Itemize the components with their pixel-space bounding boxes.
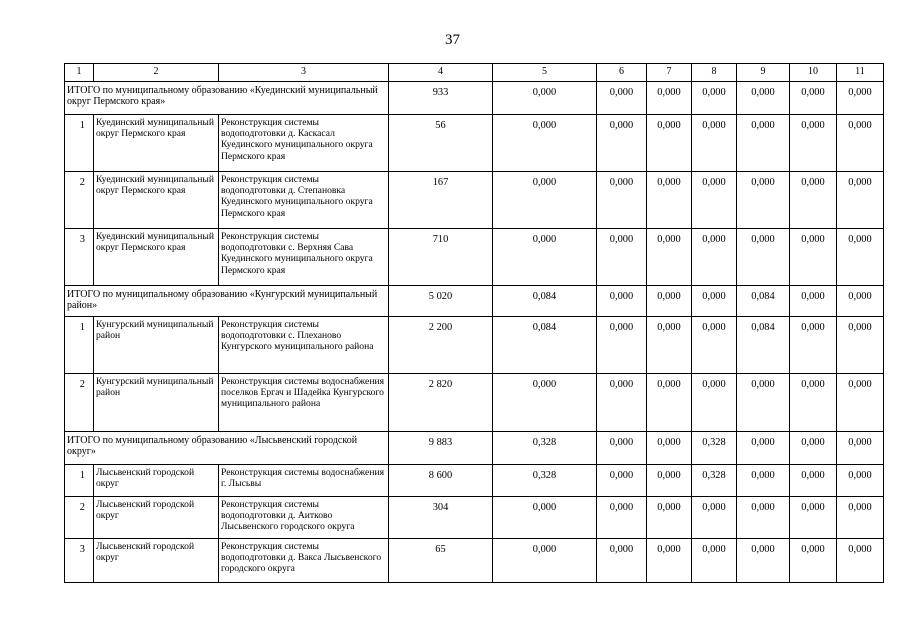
value-cell: 0,000: [790, 115, 837, 172]
value-cell: 0,084: [737, 286, 790, 317]
municipality-cell: Лысьвенский городской округ: [94, 497, 219, 539]
value-cell: 167: [389, 172, 493, 229]
value-cell: 0,000: [790, 539, 837, 583]
total-label: ИТОГО по муниципальному образованию «Кунгурский муниципальный район»: [65, 286, 389, 317]
value-cell: 0,000: [837, 229, 884, 286]
object-cell: Реконструкция системы водоподготовки д. Вакса Лысьвенского городского округа: [219, 539, 389, 583]
header-cell: 2: [94, 64, 219, 82]
value-cell: 9 883: [389, 432, 493, 465]
value-cell: 0,000: [647, 432, 692, 465]
value-cell: 0,000: [647, 374, 692, 432]
municipality-cell: Кунгурский муниципальный район: [94, 374, 219, 432]
value-cell: 65: [389, 539, 493, 583]
object-cell: Реконструкция системы водоподготовки с. Верхняя Сава Куединского муниципального округа Пермского края: [219, 229, 389, 286]
value-cell: 0,000: [790, 465, 837, 497]
value-cell: 0,000: [493, 374, 597, 432]
value-cell: 0,000: [737, 497, 790, 539]
value-cell: 0,000: [790, 432, 837, 465]
value-cell: 0,000: [647, 539, 692, 583]
municipality-cell: Куединский муниципальный округ Пермского края: [94, 115, 219, 172]
value-cell: 0,000: [493, 229, 597, 286]
table-header-row: [65, 64, 884, 82]
value-cell: 0,084: [493, 317, 597, 374]
table-row: [65, 539, 884, 583]
value-cell: 0,000: [737, 115, 790, 172]
value-cell: 0,000: [737, 374, 790, 432]
table-row: [65, 115, 884, 172]
total-row: [65, 286, 884, 317]
total-label: ИТОГО по муниципальному образованию «Лысьвенский городской округ»: [65, 432, 389, 465]
value-cell: 0,000: [692, 286, 737, 317]
header-cell: 7: [647, 64, 692, 82]
value-cell: 0,000: [692, 115, 737, 172]
value-cell: 0,000: [692, 229, 737, 286]
municipality-cell: Кунгурский муниципальный район: [94, 317, 219, 374]
object-cell: Реконструкция системы водоподготовки д. Аитково Лысьвенского городского округа: [219, 497, 389, 539]
header-cell: 8: [692, 64, 737, 82]
value-cell: 0,000: [790, 374, 837, 432]
value-cell: 710: [389, 229, 493, 286]
value-cell: 0,000: [737, 465, 790, 497]
value-cell: 0,000: [647, 82, 692, 115]
value-cell: 0,328: [692, 465, 737, 497]
value-cell: 0,000: [837, 539, 884, 583]
value-cell: 0,084: [737, 317, 790, 374]
object-cell: Реконструкция системы водоснабжения г. Лысьвы: [219, 465, 389, 497]
value-cell: 2 820: [389, 374, 493, 432]
value-cell: 0,000: [597, 317, 647, 374]
value-cell: 0,000: [837, 374, 884, 432]
total-row: [65, 82, 884, 115]
header-cell: 1: [65, 64, 94, 82]
municipality-cell: Куединский муниципальный округ Пермского края: [94, 172, 219, 229]
total-label: ИТОГО по муниципальному образованию «Куединский муниципальный округ Пермского края»: [65, 82, 389, 115]
value-cell: 0,000: [837, 497, 884, 539]
value-cell: 0,000: [837, 286, 884, 317]
table-row: [65, 172, 884, 229]
value-cell: 0,000: [493, 539, 597, 583]
value-cell: 0,000: [790, 229, 837, 286]
table-row: [65, 229, 884, 286]
value-cell: 0,000: [647, 172, 692, 229]
value-cell: 56: [389, 115, 493, 172]
row-number: 1: [65, 115, 94, 172]
value-cell: 0,328: [493, 432, 597, 465]
value-cell: 0,000: [737, 539, 790, 583]
value-cell: 0,000: [692, 374, 737, 432]
value-cell: 0,000: [790, 317, 837, 374]
value-cell: 0,000: [597, 82, 647, 115]
value-cell: 0,000: [597, 432, 647, 465]
object-cell: Реконструкция системы водоподготовки с. Плеханово Кунгурского муниципального района: [219, 317, 389, 374]
header-cell: 4: [389, 64, 493, 82]
table-row: [65, 374, 884, 432]
value-cell: 0,000: [692, 539, 737, 583]
header-cell: 5: [493, 64, 597, 82]
value-cell: 0,000: [647, 317, 692, 374]
value-cell: 0,000: [493, 497, 597, 539]
value-cell: 0,000: [647, 497, 692, 539]
value-cell: 0,000: [597, 465, 647, 497]
table-row: [65, 465, 884, 497]
row-number: 2: [65, 172, 94, 229]
value-cell: 933: [389, 82, 493, 115]
value-cell: 0,000: [597, 497, 647, 539]
funding-table: [64, 63, 884, 583]
header-cell: 3: [219, 64, 389, 82]
value-cell: 0,000: [647, 229, 692, 286]
value-cell: 2 200: [389, 317, 493, 374]
value-cell: 0,000: [692, 317, 737, 374]
value-cell: 0,000: [493, 115, 597, 172]
value-cell: 0,000: [692, 497, 737, 539]
value-cell: 0,000: [837, 172, 884, 229]
value-cell: 0,000: [493, 172, 597, 229]
table-row: [65, 497, 884, 539]
header-cell: 6: [597, 64, 647, 82]
value-cell: 5 020: [389, 286, 493, 317]
value-cell: 0,000: [790, 172, 837, 229]
header-cell: 10: [790, 64, 837, 82]
value-cell: 0,000: [647, 465, 692, 497]
value-cell: 0,328: [692, 432, 737, 465]
value-cell: 0,000: [647, 115, 692, 172]
value-cell: 0,000: [597, 286, 647, 317]
object-cell: Реконструкция системы водоподготовки д. Каскасал Куединского муниципального округа Пермского края: [219, 115, 389, 172]
value-cell: 8 600: [389, 465, 493, 497]
value-cell: 0,328: [493, 465, 597, 497]
object-cell: Реконструкция системы водоснабжения поселков Ергач и Шадейка Кунгурского муниципального района: [219, 374, 389, 432]
value-cell: 0,000: [597, 374, 647, 432]
value-cell: 0,000: [837, 82, 884, 115]
value-cell: 304: [389, 497, 493, 539]
value-cell: 0,000: [493, 82, 597, 115]
row-number: 2: [65, 497, 94, 539]
value-cell: 0,000: [597, 172, 647, 229]
value-cell: 0,000: [837, 317, 884, 374]
value-cell: 0,000: [790, 497, 837, 539]
value-cell: 0,000: [837, 432, 884, 465]
row-number: 2: [65, 374, 94, 432]
row-number: 3: [65, 539, 94, 583]
value-cell: 0,000: [837, 115, 884, 172]
municipality-cell: Лысьвенский городской округ: [94, 539, 219, 583]
value-cell: 0,084: [493, 286, 597, 317]
value-cell: 0,000: [737, 432, 790, 465]
municipality-cell: Куединский муниципальный округ Пермского края: [94, 229, 219, 286]
header-cell: 9: [737, 64, 790, 82]
value-cell: 0,000: [837, 465, 884, 497]
total-row: [65, 432, 884, 465]
value-cell: 0,000: [790, 286, 837, 317]
row-number: 1: [65, 465, 94, 497]
value-cell: 0,000: [647, 286, 692, 317]
value-cell: 0,000: [737, 229, 790, 286]
value-cell: 0,000: [737, 172, 790, 229]
value-cell: 0,000: [597, 229, 647, 286]
table-row: [65, 317, 884, 374]
value-cell: 0,000: [692, 172, 737, 229]
value-cell: 0,000: [692, 82, 737, 115]
value-cell: 0,000: [790, 82, 837, 115]
value-cell: 0,000: [737, 82, 790, 115]
municipality-cell: Лысьвенский городской округ: [94, 465, 219, 497]
value-cell: 0,000: [597, 115, 647, 172]
row-number: 1: [65, 317, 94, 374]
header-cell: 11: [837, 64, 884, 82]
value-cell: 0,000: [597, 539, 647, 583]
page-number: 37: [445, 32, 460, 48]
object-cell: Реконструкция системы водоподготовки д. Степановка Куединского муниципального округа Пермского края: [219, 172, 389, 229]
row-number: 3: [65, 229, 94, 286]
